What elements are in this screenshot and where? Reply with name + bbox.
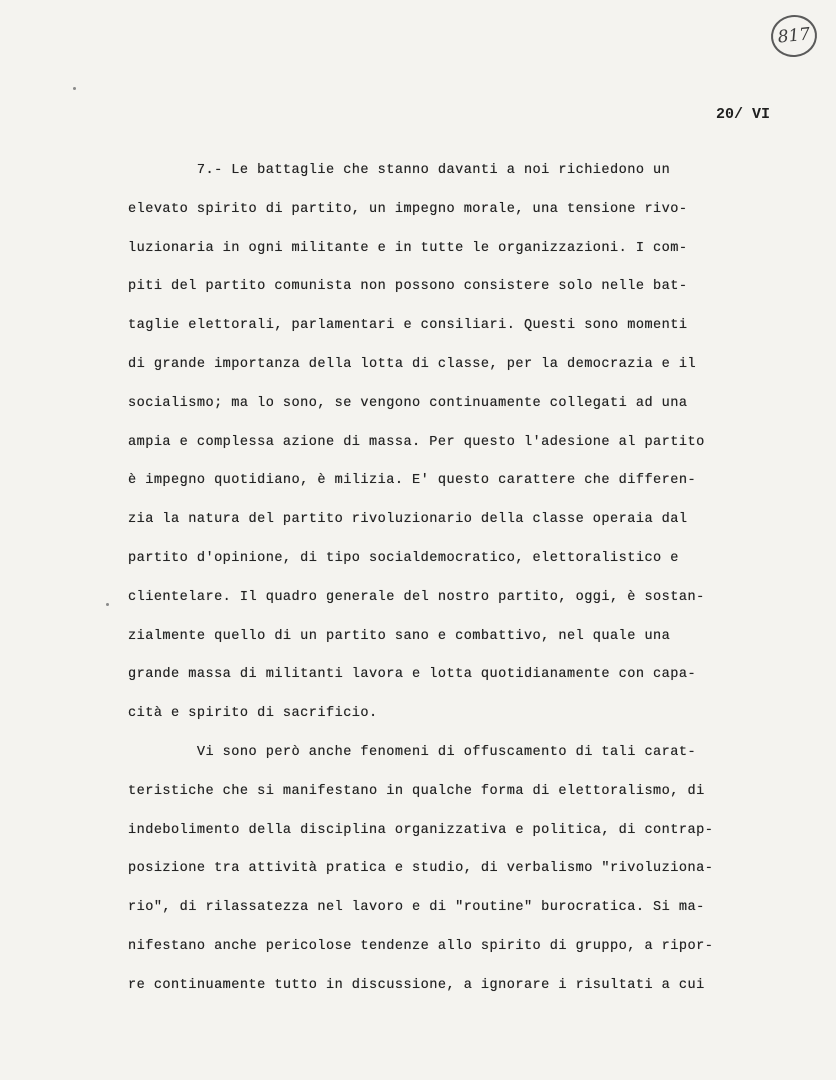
- text-line: Vi sono però anche fenomeni di offuscamento di tali carat-: [128, 744, 697, 760]
- text-line: è impegno quotidiano, è milizia. E' questo carattere che differen-: [128, 473, 697, 489]
- text-line: clientelare. Il quadro generale del nostro partito, oggi, è sostan-: [128, 589, 705, 605]
- text-line: elevato spirito di partito, un impegno morale, una tensione rivo-: [128, 201, 688, 217]
- text-line: partito d'opinione, di tipo socialdemocratico, elettoralistico e: [128, 550, 679, 566]
- paper-speck: [106, 603, 109, 606]
- archive-stamp: 817: [769, 13, 819, 60]
- text-line: luzionaria in ogni militante e in tutte le organizzazioni. I com-: [128, 240, 688, 256]
- text-line: zia la natura del partito rivoluzionario della classe operaia dal: [128, 512, 688, 528]
- text-line: grande massa di militanti lavora e lotta quotidianamente con capa-: [128, 667, 697, 683]
- text-line: piti del partito comunista non possono consistere solo nelle bat-: [128, 279, 688, 295]
- text-line: ampia e complessa azione di massa. Per questo l'adesione al partito: [128, 434, 705, 450]
- text-line: taglie elettorali, parlamentari e consiliari. Questi sono momenti: [128, 318, 688, 334]
- text-line: nifestano anche pericolose tendenze allo spirito di gruppo, a ripor-: [128, 938, 714, 954]
- text-line: di grande importanza della lotta di classe, per la democrazia e il: [128, 356, 697, 372]
- text-line: cità e spirito di sacrificio.: [128, 706, 378, 722]
- text-line: 7.- Le battaglie che stanno davanti a noi richiedono un: [128, 163, 671, 178]
- paper-speck: [73, 87, 76, 90]
- text-line: re continuamente tutto in discussione, a ignorare i risultati a cui: [128, 977, 705, 993]
- text-line: zialmente quello di un partito sano e combattivo, nel quale una: [128, 628, 671, 644]
- text-line: socialismo; ma lo sono, se vengono continuamente collegati ad una: [128, 395, 688, 411]
- text-line: posizione tra attività pratica e studio, di verbalismo "rivoluziona-: [128, 861, 714, 877]
- text-line: teristiche che si manifestano in qualche forma di elettoralismo, di: [128, 783, 705, 799]
- text-line: rio", di rilassatezza nel lavoro e di "routine" burocratica. Si ma-: [128, 900, 705, 916]
- page-number: 20/ VI: [716, 106, 771, 123]
- document-body: [128, 152, 808, 1006]
- text-line: indebolimento della disciplina organizzativa e politica, di contrap-: [128, 822, 714, 838]
